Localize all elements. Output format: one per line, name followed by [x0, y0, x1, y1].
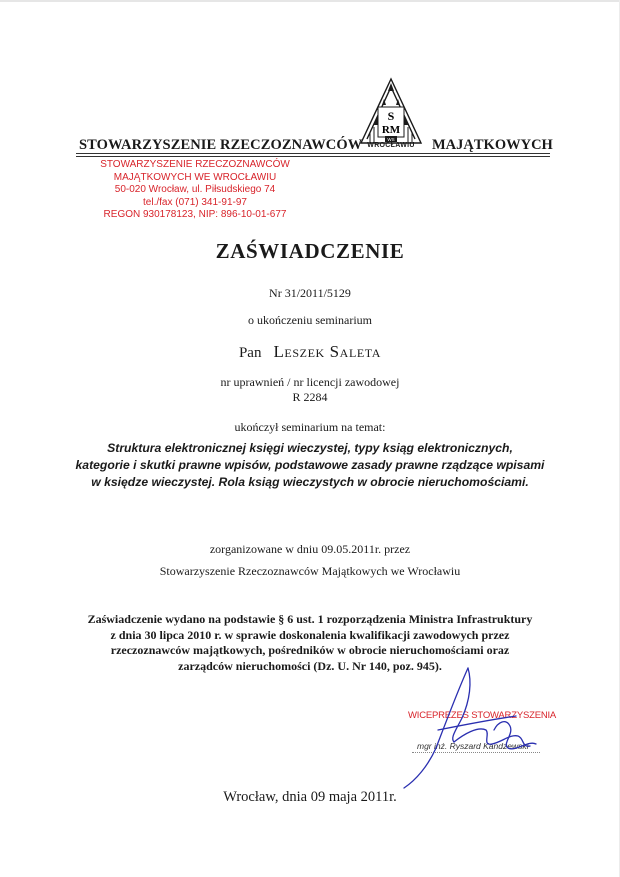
scan-edge-top	[0, 0, 620, 2]
organizer-name: Stowarzyszenie Rzeczoznawców Majątkowych we Wrocławiu	[159, 564, 461, 578]
recipient-line	[0, 342, 620, 362]
certificate-number: Nr 31/2011/5129	[269, 286, 351, 300]
recipient-salutation: Pan	[238, 345, 262, 361]
handwritten-signature	[398, 660, 548, 795]
logo-letter-s: S	[387, 109, 395, 123]
header-rule-bottom	[76, 156, 550, 157]
stamp-line: tel./fax (071) 341-91-97	[143, 196, 247, 208]
stamp-line: REGON 930178123, NIP: 896-10-01-677	[103, 209, 287, 221]
seminar-topic-line: Struktura elektronicznej księgi wieczystej, typy ksiąg elektronicznych,	[107, 441, 513, 455]
header-rule-top	[76, 153, 550, 154]
legal-basis-line: Zaświadczenie wydano na podstawie § 6 ust. 1 rozporządzenia Ministra Infrastruktury	[87, 612, 533, 626]
stamp-line: 50-020 Wrocław, ul. Piłsudskiego 74	[114, 184, 276, 196]
stamp-line: MAJĄTKOWYCH WE WROCŁAWIU	[113, 171, 277, 183]
logo-badge: WS	[387, 137, 395, 142]
license-label: nr uprawnień / nr licencji zawodowej	[220, 375, 400, 389]
logo-city-caption: WROCŁAWIU	[367, 142, 415, 149]
organization-stamp	[100, 159, 290, 222]
org-name-left: STOWARZYSZENIE RZECZOZNAWCÓW	[79, 137, 363, 153]
license-number: R 2284	[292, 390, 328, 404]
signatory-title: WICEPREZES STOWARZYSZENIA	[408, 710, 557, 721]
organized-date: zorganizowane w dniu 09.05.2011r. przez	[209, 542, 411, 556]
completed-label: ukończył seminarium na temat:	[234, 420, 386, 434]
stamp-line: STOWARZYSZENIE RZECZOZNAWCÓW	[100, 159, 290, 170]
certificate-subject: o ukończeniu seminarium	[248, 313, 372, 327]
logo-letters-rm: RM	[381, 124, 401, 136]
recipient-name: Leszek Saleta	[273, 342, 382, 361]
signatory-name: mgr inż. Ryszard Kandzewski	[417, 741, 529, 751]
seminar-topic-line: kategorie i skutki prawne wpisów, podstawowe zasady prawne rządzące wpisami	[75, 458, 545, 472]
legal-basis-line: z dnia 30 lipca 2010 r. w sprawie doskonalenia kwalifikacji zawodowych przez	[110, 627, 510, 642]
seminar-topic	[40, 440, 580, 491]
document-title: ZAŚWIADCZENIE	[215, 239, 405, 263]
legal-basis-line: rzeczoznawców majątkowych, pośredników w obrocie nieruchomościami oraz	[110, 643, 510, 657]
legal-basis-line: zarządców nieruchomości (Dz. U. Nr 140, poz. 945).	[178, 658, 442, 673]
place-and-date: Wrocław, dnia 09 maja 2011r.	[223, 789, 397, 805]
org-name-right: MAJĄTKOWYCH	[432, 137, 553, 153]
seminar-topic-line: w księdze wieczystej. Rola ksiąg wieczystych w obrocie nieruchomościami.	[91, 475, 529, 489]
